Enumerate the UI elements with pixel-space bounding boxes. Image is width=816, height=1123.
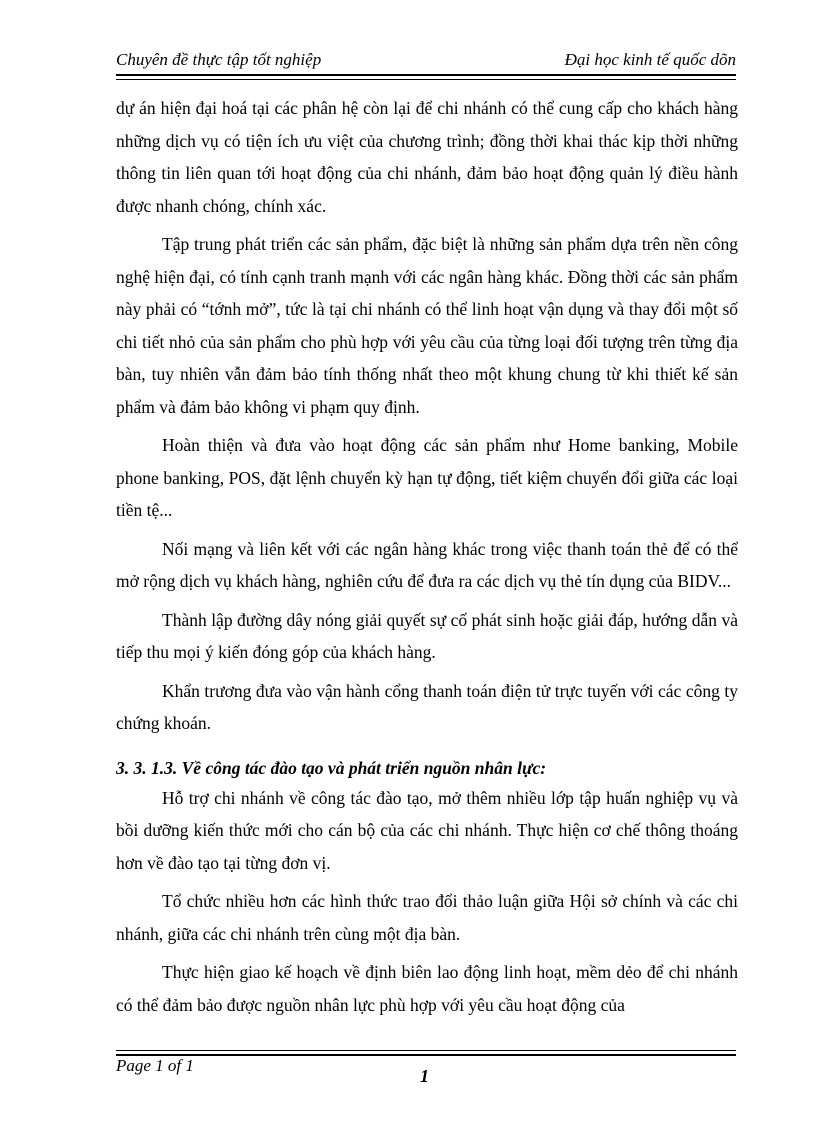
footer-double-rule [116, 1050, 736, 1056]
page-header [116, 50, 736, 72]
paragraph-6: Khẩn trương đưa vào vận hành cổng thanh toán điện tử trực tuyến với các công ty chứng khoán. [116, 680, 738, 733]
paragraph-5: Thành lập đường dây nóng giải quyết sự cố phát sinh hoặc giải đáp, hướng dẫn và tiếp thu mọi ý kiến đóng góp của khách hàng. [116, 609, 738, 662]
paragraph-2: Tập trung phát triển các sản phẩm, đặc biệt là những sản phẩm dựa trên nền công nghệ hiện đại, có tính cạnh tranh mạnh với các ngân hàng khác. Đồng thời các sản phẩm này phải có “tớnh mở”, tức là tại chi nhánh có thể linh hoạt vận dụng và thay đổi một số chi tiết nhỏ của sản phẩm cho phù hợp với yêu cầu của từng loại đối tượng trên từng địa bàn, tuy nhiên vẫn đảm bảo tính thống nhất theo một khung chung từ khi thiết kế sản phẩm và đảm bảo không vi phạm quy định. [116, 234, 738, 417]
header-title-left: Chuyên đề thực tập tốt nghiệp [116, 50, 322, 69]
header-double-rule [116, 74, 736, 80]
paragraph-4: Nối mạng và liên kết với các ngân hàng khác trong việc thanh toán thẻ để có thể mở rộng dịch vụ khách hàng, nghiên cứu để đưa ra các dịch vụ thẻ tín dụng của BIDV... [116, 538, 738, 591]
header-title-right: Đại học kinh tế quốc dõn [564, 50, 736, 69]
paragraph-1: dự án hiện đại hoá tại các phân hệ còn lại để chi nhánh có thể cung cấp cho khách hàng những dịch vụ có tiện ích ưu việt của chương trình; đồng thời khai thác kịp thời những thông tin liên quan tới hoạt động của chi nhánh, đảm bảo hoạt động quản lý điều hành được nhanh chóng, chính xác. [116, 98, 738, 216]
section-heading: 3. 3. 1.3. Về công tác đào tạo và phát triển nguồn nhân lực: [116, 757, 547, 778]
footer-page-number: 1 [420, 1066, 429, 1086]
paragraph-9: Thực hiện giao kế hoạch về định biên lao động linh hoạt, mềm dẻo để chi nhánh có thể đảm bảo được nguồn nhân lực phù hợp với yêu cầu hoạt động của [116, 962, 738, 1015]
footer-page-label: Page 1 of 1 [116, 1056, 194, 1075]
paragraph-8: Tổ chức nhiều hơn các hình thức trao đổi thảo luận giữa Hội sở chính và các chi nhánh, giữa các chi nhánh trên cùng một địa bàn. [116, 891, 738, 944]
paragraph-7: Hỗ trợ chi nhánh về công tác đào tạo, mở thêm nhiều lớp tập huấn nghiệp vụ và bồi dưỡng kiến thức mới cho cán bộ của các chi nhánh. Thực hiện cơ chế thông thoáng hơn về đào tạo tại từng đơn vị. [116, 787, 738, 873]
paragraph-3: Hoàn thiện và đưa vào hoạt động các sản phẩm như Home banking, Mobile phone banking, POS, đặt lệnh chuyển kỳ hạn tự động, tiết kiệm chuyển đổi giữa các loại tiền tệ... [116, 435, 738, 520]
document-body [116, 92, 738, 1021]
